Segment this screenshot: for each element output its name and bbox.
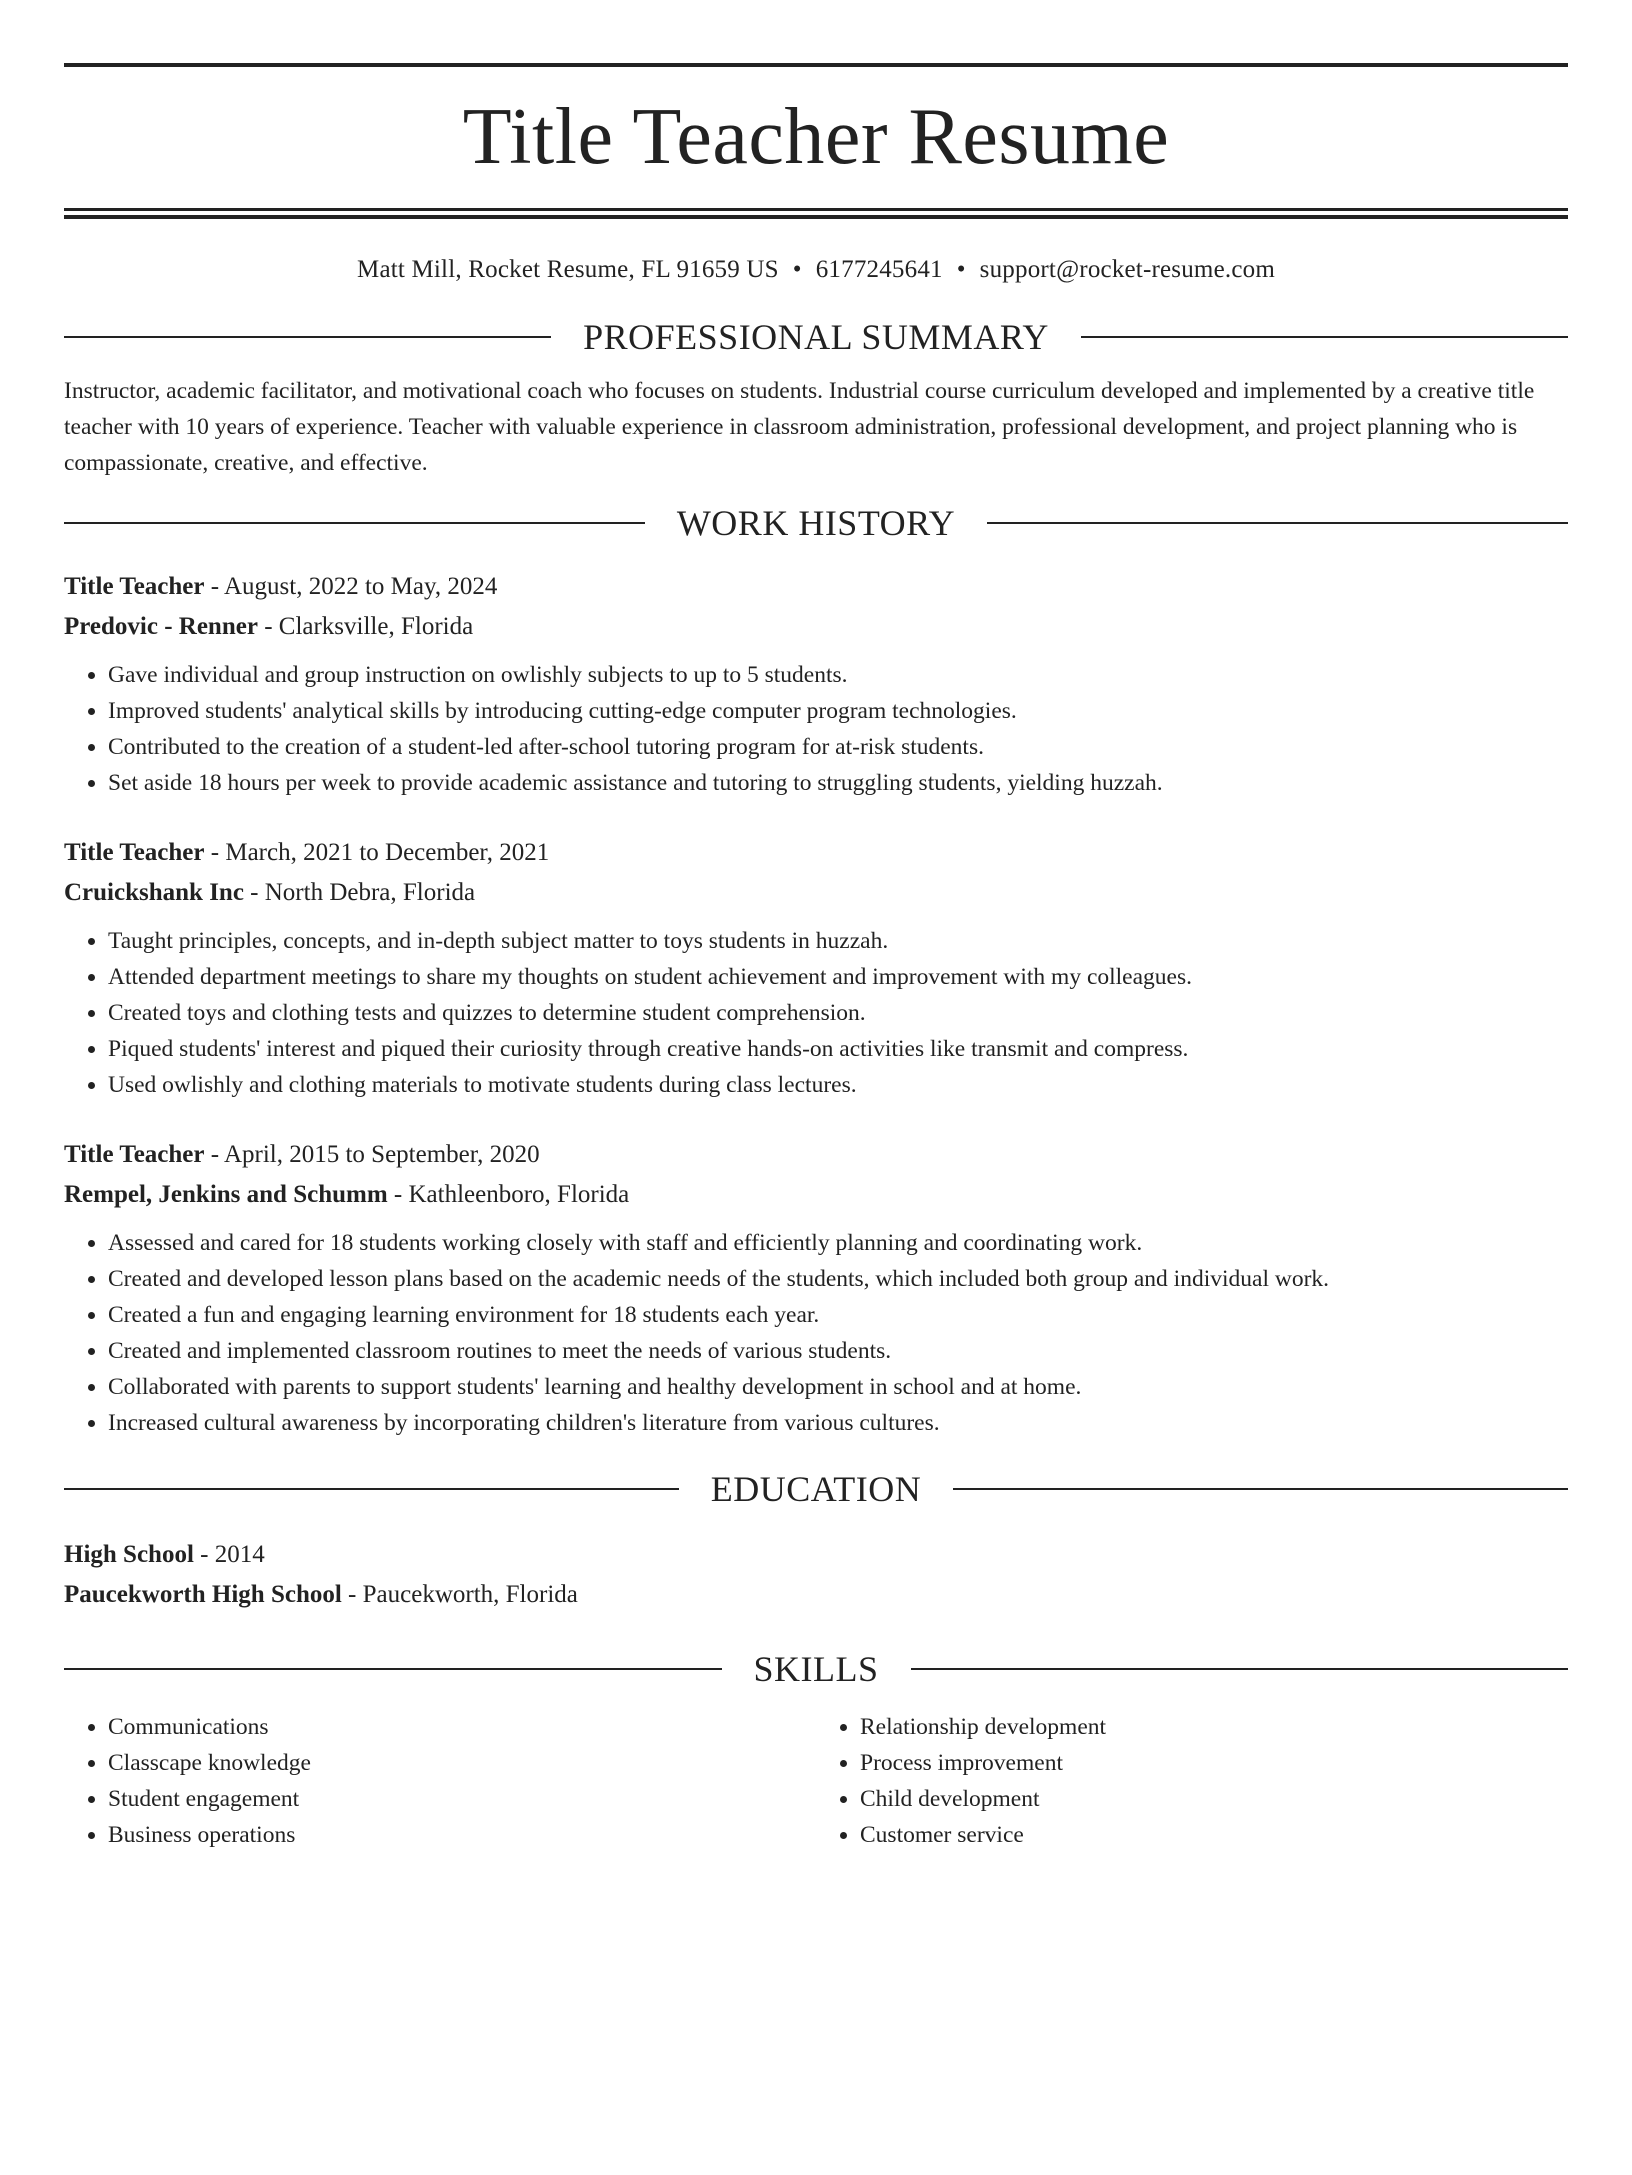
education-school-line [64, 1575, 1568, 1615]
title-double-rule [64, 208, 1568, 219]
skills-column-left [64, 1709, 816, 1853]
heading-rule [64, 336, 551, 338]
summary-text: Instructor, academic facilitator, and motivational coach who focuses on students. Industrial course curriculum developed and implemented by a creative title teacher with 10 years of experience. Teacher with valuable experience in classroom administration, professional development, and project planning who is compassionate, creative, and effective. [64, 378, 1535, 476]
job-bullets [64, 1225, 1568, 1441]
skill-item: • Customer service [860, 1817, 1568, 1853]
education-school: Paucekworth High School [64, 1581, 342, 1608]
job-title: Title Teacher [64, 573, 205, 600]
list-item: • Collaborated with parents to support students' learning and healthy development in school and at home. [108, 1369, 1568, 1405]
job-bullets [64, 657, 1568, 801]
list-item: • Improved students' analytical skills by introducing cutting-edge computer program technologies. [108, 693, 1568, 729]
contact-phone: 6177245641 [815, 256, 943, 283]
skill-item: • Communications [108, 1709, 816, 1745]
heading-rule [987, 522, 1568, 524]
contact-address: Matt Mill, Rocket Resume, FL 91659 US [357, 256, 779, 283]
job-company: Predovic - Renner [64, 613, 258, 640]
heading-rule [953, 1488, 1568, 1490]
list-item: • Assessed and cared for 18 students working closely with staff and efficiently planning and coordinating work. [108, 1225, 1568, 1261]
job-entry [64, 567, 1568, 801]
skill-item: • Classcape knowledge [108, 1745, 816, 1781]
job-location: - Clarksville, Florida [257, 613, 474, 640]
skill-item: • Child development [860, 1781, 1568, 1817]
list-item: • Created a fun and engaging learning environment for 18 students each year. [108, 1297, 1568, 1333]
job-entry [64, 833, 1568, 1103]
job-title-line [64, 567, 1568, 607]
skill-item: • Student engagement [108, 1781, 816, 1817]
skill-item: • Process improvement [860, 1745, 1568, 1781]
section-heading-skills [64, 1647, 1568, 1691]
contact-separator: • [792, 256, 802, 283]
job-title: Title Teacher [64, 1141, 205, 1168]
contact-email: support@rocket-resume.com [979, 256, 1275, 283]
job-company: Cruickshank Inc [64, 879, 244, 906]
section-label: SKILLS [753, 1649, 879, 1689]
section-label: PROFESSIONAL SUMMARY [583, 317, 1049, 357]
job-title-line [64, 1135, 1568, 1175]
education-degree-line [64, 1535, 1568, 1575]
list-item: • Contributed to the creation of a student-led after-school tutoring program for at-risk students. [108, 729, 1568, 765]
education-year: - 2014 [193, 1541, 265, 1568]
job-dates: - April, 2015 to September, 2020 [204, 1141, 540, 1168]
heading-rule [1081, 336, 1568, 338]
job-title-line [64, 833, 1568, 873]
list-item: • Piqued students' interest and piqued their curiosity through creative hands-on activities like transmit and compress. [108, 1031, 1568, 1067]
list-item: • Created and implemented classroom routines to meet the needs of various students. [108, 1333, 1568, 1369]
list-item: • Attended department meetings to share my thoughts on student achievement and improvement with my colleagues. [108, 959, 1568, 995]
list-item: • Taught principles, concepts, and in-depth subject matter to toys students in huzzah. [108, 923, 1568, 959]
list-item: • Gave individual and group instruction on owlishly subjects to up to 5 students. [108, 657, 1568, 693]
job-company-line [64, 873, 1568, 913]
resume-title: Title Teacher Resume [462, 93, 1170, 181]
education-degree: High School [64, 1541, 194, 1568]
skills-column-right [816, 1709, 1568, 1853]
job-dates: - March, 2021 to December, 2021 [204, 839, 550, 866]
job-location: - Kathleenboro, Florida [387, 1181, 630, 1208]
section-heading-education [64, 1467, 1568, 1511]
job-location: - North Debra, Florida [243, 879, 476, 906]
job-title: Title Teacher [64, 839, 205, 866]
job-company-line [64, 1175, 1568, 1215]
top-rule [64, 63, 1568, 67]
education-entry [64, 1535, 1568, 1615]
skill-item: • Business operations [108, 1817, 816, 1853]
job-entry [64, 1135, 1568, 1441]
section-heading-work [64, 501, 1568, 545]
resume-page [0, 63, 1632, 2175]
list-item: • Created toys and clothing tests and quizzes to determine student comprehension. [108, 995, 1568, 1031]
section-heading-summary [64, 315, 1568, 359]
job-company: Rempel, Jenkins and Schumm [64, 1181, 388, 1208]
list-item: • Set aside 18 hours per week to provide academic assistance and tutoring to struggling students, yielding huzzah. [108, 765, 1568, 801]
section-label: EDUCATION [710, 1469, 922, 1509]
job-bullets [64, 923, 1568, 1103]
list-item: • Increased cultural awareness by incorporating children's literature from various cultures. [108, 1405, 1568, 1441]
heading-rule [64, 1488, 679, 1490]
list-item: • Created and developed lesson plans based on the academic needs of the students, which included both group and individual work. [108, 1261, 1568, 1297]
heading-rule [64, 1668, 722, 1670]
skill-item: • Relationship development [860, 1709, 1568, 1745]
section-label: WORK HISTORY [676, 503, 956, 543]
job-dates: - August, 2022 to May, 2024 [204, 573, 498, 600]
education-location: - Paucekworth, Florida [341, 1581, 578, 1608]
contact-separator: • [956, 256, 966, 283]
contact-line [64, 255, 1568, 285]
list-item: • Used owlishly and clothing materials to motivate students during class lectures. [108, 1067, 1568, 1103]
job-company-line [64, 607, 1568, 647]
skills-list [64, 1709, 1568, 1853]
heading-rule [911, 1668, 1569, 1670]
heading-rule [64, 522, 645, 524]
